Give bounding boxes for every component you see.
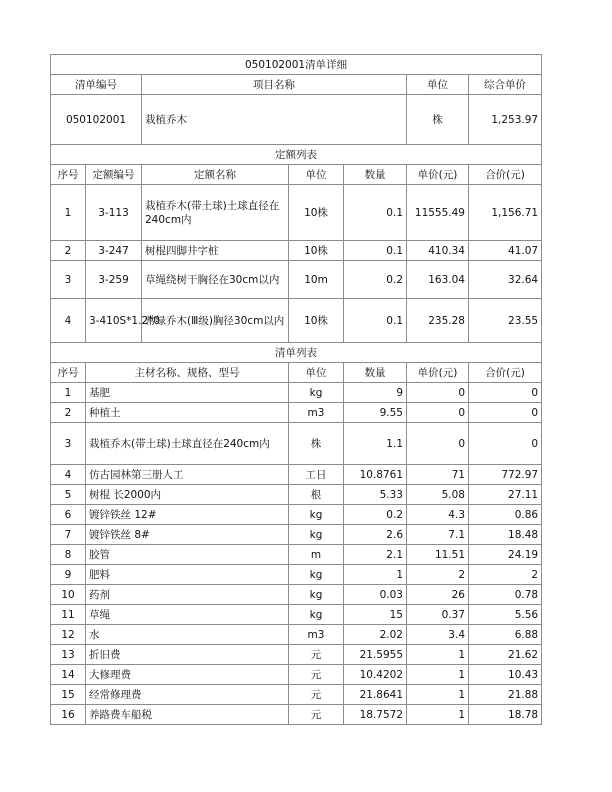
- quota-row: [51, 241, 542, 261]
- quota-name: 常绿乔木(Ⅲ级)胸径30cm以内: [142, 299, 289, 343]
- material-price: 0: [407, 403, 469, 423]
- quota-qty: 0.1: [344, 241, 407, 261]
- material-unit: m3: [289, 625, 344, 645]
- material-unit: 根: [289, 485, 344, 505]
- quota-qty: 0.2: [344, 261, 407, 299]
- material-qty: 2.02: [344, 625, 407, 645]
- col-header-unit: 单位: [407, 75, 469, 95]
- material-no: 5: [51, 485, 86, 505]
- material-price: 5.08: [407, 485, 469, 505]
- quota-total: 1,156.71: [469, 185, 542, 241]
- quota-col-qty: 数量: [344, 165, 407, 185]
- quota-price: 11555.49: [407, 185, 469, 241]
- material-unit: m: [289, 545, 344, 565]
- quota-no: 4: [51, 299, 86, 343]
- material-price: 71: [407, 465, 469, 485]
- material-qty: 10.4202: [344, 665, 407, 685]
- material-row: [51, 645, 542, 665]
- quota-no: 1: [51, 185, 86, 241]
- quota-code: 3-247: [86, 241, 142, 261]
- quota-name: 栽植乔木(带土球)土球直径在240cm内: [142, 185, 289, 241]
- material-col-name: 主材名称、规格、型号: [86, 363, 289, 383]
- quota-unit: 10株: [289, 299, 344, 343]
- material-qty: 9: [344, 383, 407, 403]
- material-no: 16: [51, 705, 86, 725]
- material-name: 养路费车船税: [86, 705, 289, 725]
- material-total: 0: [469, 403, 542, 423]
- material-total: 772.97: [469, 465, 542, 485]
- material-qty: 18.7572: [344, 705, 407, 725]
- quota-row: [51, 299, 542, 343]
- quota-code: 3-113: [86, 185, 142, 241]
- material-row: [51, 485, 542, 505]
- material-qty: 0.03: [344, 585, 407, 605]
- material-unit: kg: [289, 383, 344, 403]
- material-no: 8: [51, 545, 86, 565]
- material-price: 4.3: [407, 505, 469, 525]
- material-no: 7: [51, 525, 86, 545]
- material-name: 胶管: [86, 545, 289, 565]
- quota-total: 32.64: [469, 261, 542, 299]
- material-row: [51, 403, 542, 423]
- col-header-price: 综合单价: [469, 75, 542, 95]
- quota-price: 163.04: [407, 261, 469, 299]
- material-total: 21.88: [469, 685, 542, 705]
- material-row: [51, 665, 542, 685]
- material-row: [51, 545, 542, 565]
- material-total: 21.62: [469, 645, 542, 665]
- material-total: 0: [469, 423, 542, 465]
- material-unit: kg: [289, 505, 344, 525]
- quota-col-total: 合价(元): [469, 165, 542, 185]
- material-unit: 工日: [289, 465, 344, 485]
- material-unit: 株: [289, 423, 344, 465]
- material-qty: 2.6: [344, 525, 407, 545]
- material-no: 15: [51, 685, 86, 705]
- material-row: [51, 505, 542, 525]
- material-total: 0: [469, 383, 542, 403]
- material-qty: 1.1: [344, 423, 407, 465]
- material-name: 树棍 长2000内: [86, 485, 289, 505]
- material-total: 27.11: [469, 485, 542, 505]
- material-row: [51, 685, 542, 705]
- material-no: 10: [51, 585, 86, 605]
- material-unit: 元: [289, 685, 344, 705]
- material-row: [51, 525, 542, 545]
- material-col-unit: 单位: [289, 363, 344, 383]
- material-unit: 元: [289, 645, 344, 665]
- bill-price: 1,253.97: [469, 95, 542, 145]
- bill-detail-table: [50, 54, 542, 725]
- material-price: 0.37: [407, 605, 469, 625]
- material-price: 0: [407, 423, 469, 465]
- material-unit: kg: [289, 565, 344, 585]
- material-total: 6.88: [469, 625, 542, 645]
- quota-total: 23.55: [469, 299, 542, 343]
- material-name: 折旧费: [86, 645, 289, 665]
- material-total: 0.86: [469, 505, 542, 525]
- material-no: 12: [51, 625, 86, 645]
- material-price: 2: [407, 565, 469, 585]
- material-row: [51, 585, 542, 605]
- quota-name: 草绳绕树干胸径在30cm以内: [142, 261, 289, 299]
- material-total: 10.43: [469, 665, 542, 685]
- material-qty: 0.2: [344, 505, 407, 525]
- table-title: 050102001清单详细: [51, 55, 542, 75]
- material-row: [51, 625, 542, 645]
- bill-name: 栽植乔木: [142, 95, 407, 145]
- material-qty: 10.8761: [344, 465, 407, 485]
- material-name: 肥料: [86, 565, 289, 585]
- material-unit: 元: [289, 665, 344, 685]
- material-price: 0: [407, 383, 469, 403]
- material-price: 3.4: [407, 625, 469, 645]
- material-total: 0.78: [469, 585, 542, 605]
- material-row: [51, 383, 542, 403]
- material-section-title: 清单列表: [51, 343, 542, 363]
- quota-name: 树棍四脚井字桩: [142, 241, 289, 261]
- material-qty: 15: [344, 605, 407, 625]
- material-name: 镀锌铁丝 12#: [86, 505, 289, 525]
- material-total: 5.56: [469, 605, 542, 625]
- material-no: 1: [51, 383, 86, 403]
- quota-no: 3: [51, 261, 86, 299]
- quota-section-title: 定额列表: [51, 145, 542, 165]
- quota-col-name: 定额名称: [142, 165, 289, 185]
- material-unit: kg: [289, 585, 344, 605]
- quota-row: [51, 185, 542, 241]
- material-total: 24.19: [469, 545, 542, 565]
- bill-code: 050102001: [51, 95, 142, 145]
- quota-unit: 10m: [289, 261, 344, 299]
- material-qty: 21.8641: [344, 685, 407, 705]
- material-price: 1: [407, 665, 469, 685]
- quota-qty: 0.1: [344, 299, 407, 343]
- material-name: 经常修理费: [86, 685, 289, 705]
- material-qty: 9.55: [344, 403, 407, 423]
- material-price: 1: [407, 705, 469, 725]
- material-name: 种植土: [86, 403, 289, 423]
- material-col-total: 合价(元): [469, 363, 542, 383]
- quota-no: 2: [51, 241, 86, 261]
- quota-price: 410.34: [407, 241, 469, 261]
- material-unit: kg: [289, 525, 344, 545]
- material-name: 仿古园林第三册人工: [86, 465, 289, 485]
- material-no: 14: [51, 665, 86, 685]
- material-name: 药剂: [86, 585, 289, 605]
- quota-col-no: 序号: [51, 165, 86, 185]
- material-unit: m3: [289, 403, 344, 423]
- material-no: 13: [51, 645, 86, 665]
- quota-unit: 10株: [289, 185, 344, 241]
- material-no: 3: [51, 423, 86, 465]
- quota-col-unit: 单位: [289, 165, 344, 185]
- material-price: 26: [407, 585, 469, 605]
- material-no: 6: [51, 505, 86, 525]
- material-unit: kg: [289, 605, 344, 625]
- material-col-qty: 数量: [344, 363, 407, 383]
- material-qty: 1: [344, 565, 407, 585]
- material-qty: 2.1: [344, 545, 407, 565]
- material-no: 4: [51, 465, 86, 485]
- material-name: 草绳: [86, 605, 289, 625]
- material-no: 11: [51, 605, 86, 625]
- material-total: 18.48: [469, 525, 542, 545]
- quota-code: 3-259: [86, 261, 142, 299]
- material-price: 1: [407, 645, 469, 665]
- material-price: 11.51: [407, 545, 469, 565]
- quota-qty: 0.1: [344, 185, 407, 241]
- material-total: 18.78: [469, 705, 542, 725]
- col-header-code: 清单编号: [51, 75, 142, 95]
- material-no: 9: [51, 565, 86, 585]
- quota-col-code: 定额编号: [86, 165, 142, 185]
- material-name: 基肥: [86, 383, 289, 403]
- material-name: 栽植乔木(带土球)土球直径在240cm内: [86, 423, 289, 465]
- material-name: 镀锌铁丝 8#: [86, 525, 289, 545]
- bill-unit: 株: [407, 95, 469, 145]
- material-row: [51, 423, 542, 465]
- material-price: 7.1: [407, 525, 469, 545]
- material-qty: 21.5955: [344, 645, 407, 665]
- material-qty: 5.33: [344, 485, 407, 505]
- material-row: [51, 565, 542, 585]
- quota-row: [51, 261, 542, 299]
- material-name: 大修理费: [86, 665, 289, 685]
- material-col-no: 序号: [51, 363, 86, 383]
- material-no: 2: [51, 403, 86, 423]
- material-row: [51, 705, 542, 725]
- col-header-name: 项目名称: [142, 75, 407, 95]
- quota-price: 235.28: [407, 299, 469, 343]
- material-name: 水: [86, 625, 289, 645]
- quota-code: 3-410S*1.2*0: [86, 299, 142, 343]
- material-col-price: 单价(元): [407, 363, 469, 383]
- quota-col-price: 单价(元): [407, 165, 469, 185]
- material-total: 2: [469, 565, 542, 585]
- material-price: 1: [407, 685, 469, 705]
- material-row: [51, 605, 542, 625]
- material-unit: 元: [289, 705, 344, 725]
- material-row: [51, 465, 542, 485]
- quota-unit: 10株: [289, 241, 344, 261]
- quota-total: 41.07: [469, 241, 542, 261]
